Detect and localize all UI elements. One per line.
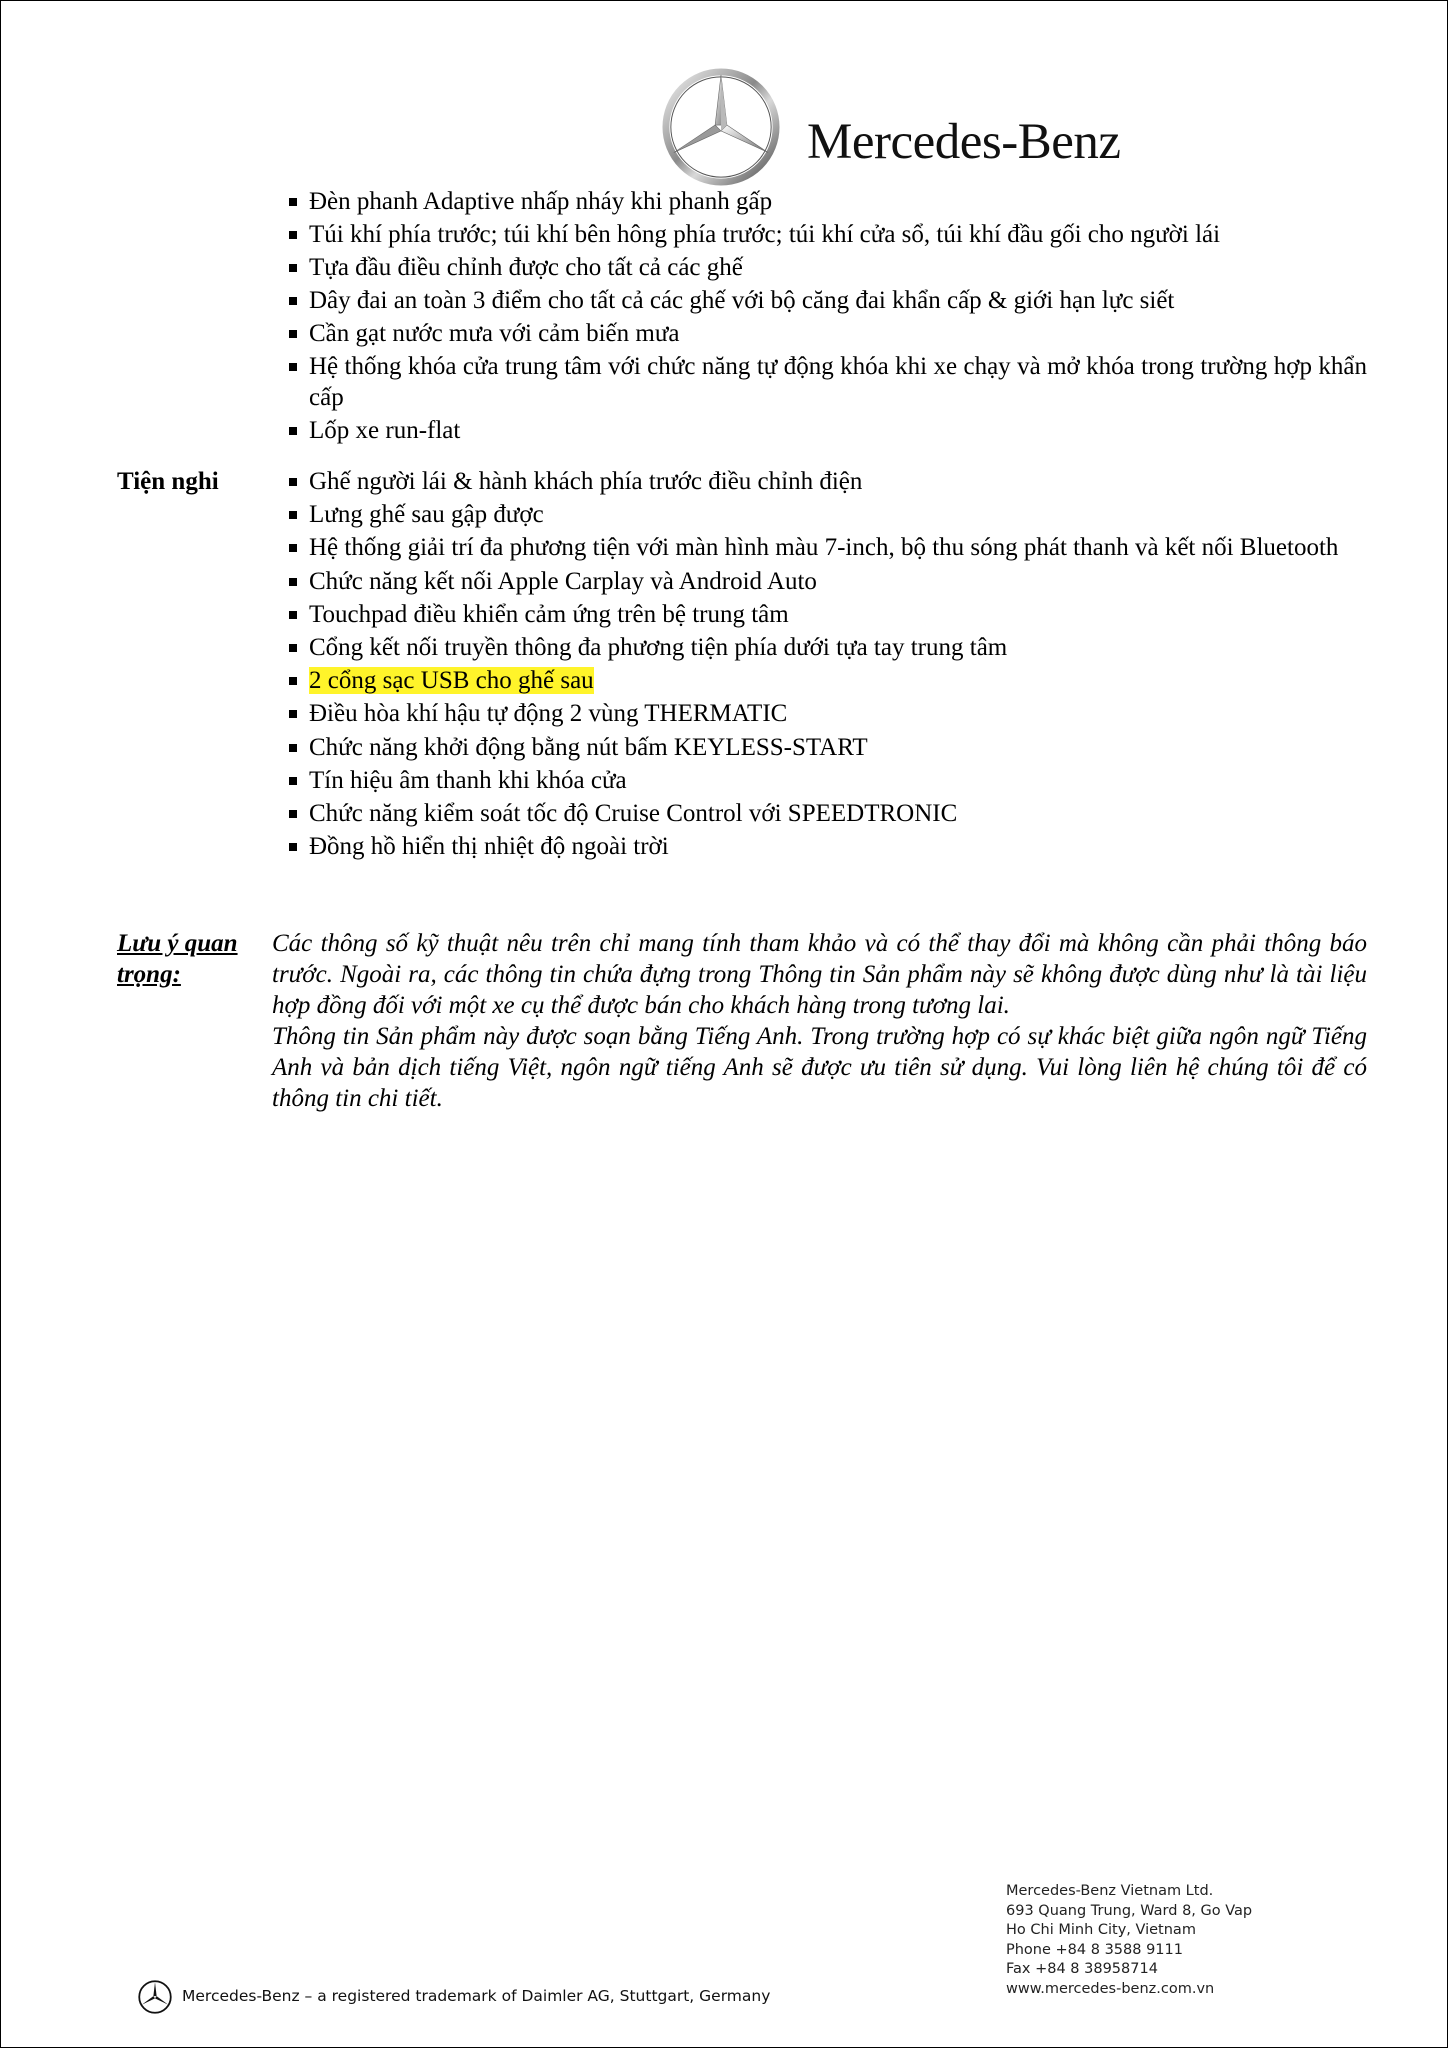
list-item: Touchpad điều khiển cảm ứng trên bệ trung tâm <box>287 599 1367 630</box>
comfort-feature-list <box>287 466 1367 864</box>
list-item-highlighted <box>287 665 1367 696</box>
square-bullet-icon <box>289 511 297 519</box>
mercedes-star-icon <box>662 68 780 186</box>
list-item: Chức năng kết nối Apple Carplay và Android Auto <box>287 566 1367 597</box>
brand-logo <box>662 68 1122 186</box>
list-item: Tín hiệu âm thanh khi khóa cửa <box>287 765 1367 796</box>
list-item: Tựa đầu điều chỉnh được cho tất cả các ghế <box>287 252 1367 283</box>
trademark-text: Mercedes-Benz – a registered trademark of Daimler AG, Stuttgart, Germany <box>182 1987 771 2005</box>
address-line: Mercedes-Benz Vietnam Ltd. <box>1006 1883 1214 1899</box>
note-paragraph: Thông tin Sản phẩm này được soạn bằng Tiếng Anh. Trong trường hợp có sự khác biệt giữa ngôn ngữ Tiếng Anh và bản dịch tiếng Việt, ngôn ngữ tiếng Anh sẽ được ưu tiên sử dụng. Vui lòng liên hệ chúng tôi để có thông tin chi tiết. <box>272 1023 1367 1112</box>
square-bullet-icon <box>289 297 297 305</box>
address-line: Fax +84 8 38958714 <box>1006 1961 1158 1977</box>
list-item: Điều hòa khí hậu tự động 2 vùng THERMATIC <box>287 698 1367 729</box>
square-bullet-icon <box>289 744 297 752</box>
square-bullet-icon <box>289 810 297 818</box>
list-item: Dây đai an toàn 3 điểm cho tất cả các ghế với bộ căng đai khẩn cấp & giới hạn lực siết <box>287 285 1367 316</box>
list-item: Chức năng kiểm soát tốc độ Cruise Control với SPEEDTRONIC <box>287 798 1367 829</box>
square-bullet-icon <box>289 478 297 486</box>
list-item: Chức năng khởi động bằng nút bấm KEYLESS-START <box>287 732 1367 763</box>
square-bullet-icon <box>289 611 297 619</box>
list-item: Hệ thống khóa cửa trung tâm với chức năng tự động khóa khi xe chạy và mở khóa trong trường hợp khẩn cấp <box>287 351 1367 413</box>
list-item: Ghế người lái & hành khách phía trước điều chỉnh điện <box>287 466 1367 497</box>
list-item: Đèn phanh Adaptive nhấp nháy khi phanh gấp <box>287 186 1367 217</box>
square-bullet-icon <box>289 578 297 586</box>
square-bullet-icon <box>289 363 297 371</box>
list-item: Hệ thống giải trí đa phương tiện với màn hình màu 7-inch, bộ thu sóng phát thanh và kết nối Bluetooth <box>287 532 1367 563</box>
list-item: Lưng ghế sau gập được <box>287 499 1367 530</box>
square-bullet-icon <box>289 264 297 272</box>
square-bullet-icon <box>289 231 297 239</box>
square-bullet-icon <box>289 644 297 652</box>
note-label: Lưu ý quan trọng: <box>117 930 238 988</box>
list-item: Cổng kết nối truyền thông đa phương tiện phía dưới tựa tay trung tâm <box>287 632 1367 663</box>
square-bullet-icon <box>289 677 297 685</box>
address-line: Ho Chi Minh City, Vietnam <box>1006 1922 1196 1938</box>
section-label-comfort: Tiện nghi <box>117 468 219 495</box>
note-paragraph: Các thông số kỹ thuật nêu trên chỉ mang tính tham khảo và có thể thay đổi mà không cần phải thông báo trước. Ngoài ra, các thông tin chứa đựng trong Thông tin Sản phẩm này sẽ không được dùng như là tài liệu hợp đồng đối với một xe cụ thể được bán cho khách hàng trong tương lai. <box>272 930 1367 1019</box>
square-bullet-icon <box>289 544 297 552</box>
brand-wordmark: Mercedes-Benz <box>807 114 1121 170</box>
square-bullet-icon <box>289 427 297 435</box>
important-note <box>272 928 1367 1114</box>
address-line: Phone +84 8 3588 9111 <box>1006 1941 1183 1958</box>
square-bullet-icon <box>289 710 297 718</box>
address-line: 693 Quang Trung, Ward 8, Go Vap <box>1006 1902 1253 1919</box>
highlighted-text: 2 cổng sạc USB cho ghế sau <box>309 667 594 695</box>
trademark-footer <box>137 1979 837 2015</box>
square-bullet-icon <box>289 843 297 851</box>
list-item: Túi khí phía trước; túi khí bên hông phía trước; túi khí cửa sổ, túi khí đầu gối cho người lái <box>287 219 1367 250</box>
square-bullet-icon <box>289 777 297 785</box>
mercedes-star-icon <box>137 1979 173 2015</box>
square-bullet-icon <box>289 198 297 206</box>
address-line: www.mercedes-benz.com.vn <box>1006 1980 1215 1997</box>
list-item: Lốp xe run-flat <box>287 415 1367 446</box>
list-item: Đồng hồ hiển thị nhiệt độ ngoài trời <box>287 831 1367 862</box>
square-bullet-icon <box>289 330 297 338</box>
list-item: Cần gạt nước mưa với cảm biến mưa <box>287 318 1367 349</box>
safety-feature-list <box>287 186 1367 448</box>
company-address <box>1006 1882 1252 1999</box>
